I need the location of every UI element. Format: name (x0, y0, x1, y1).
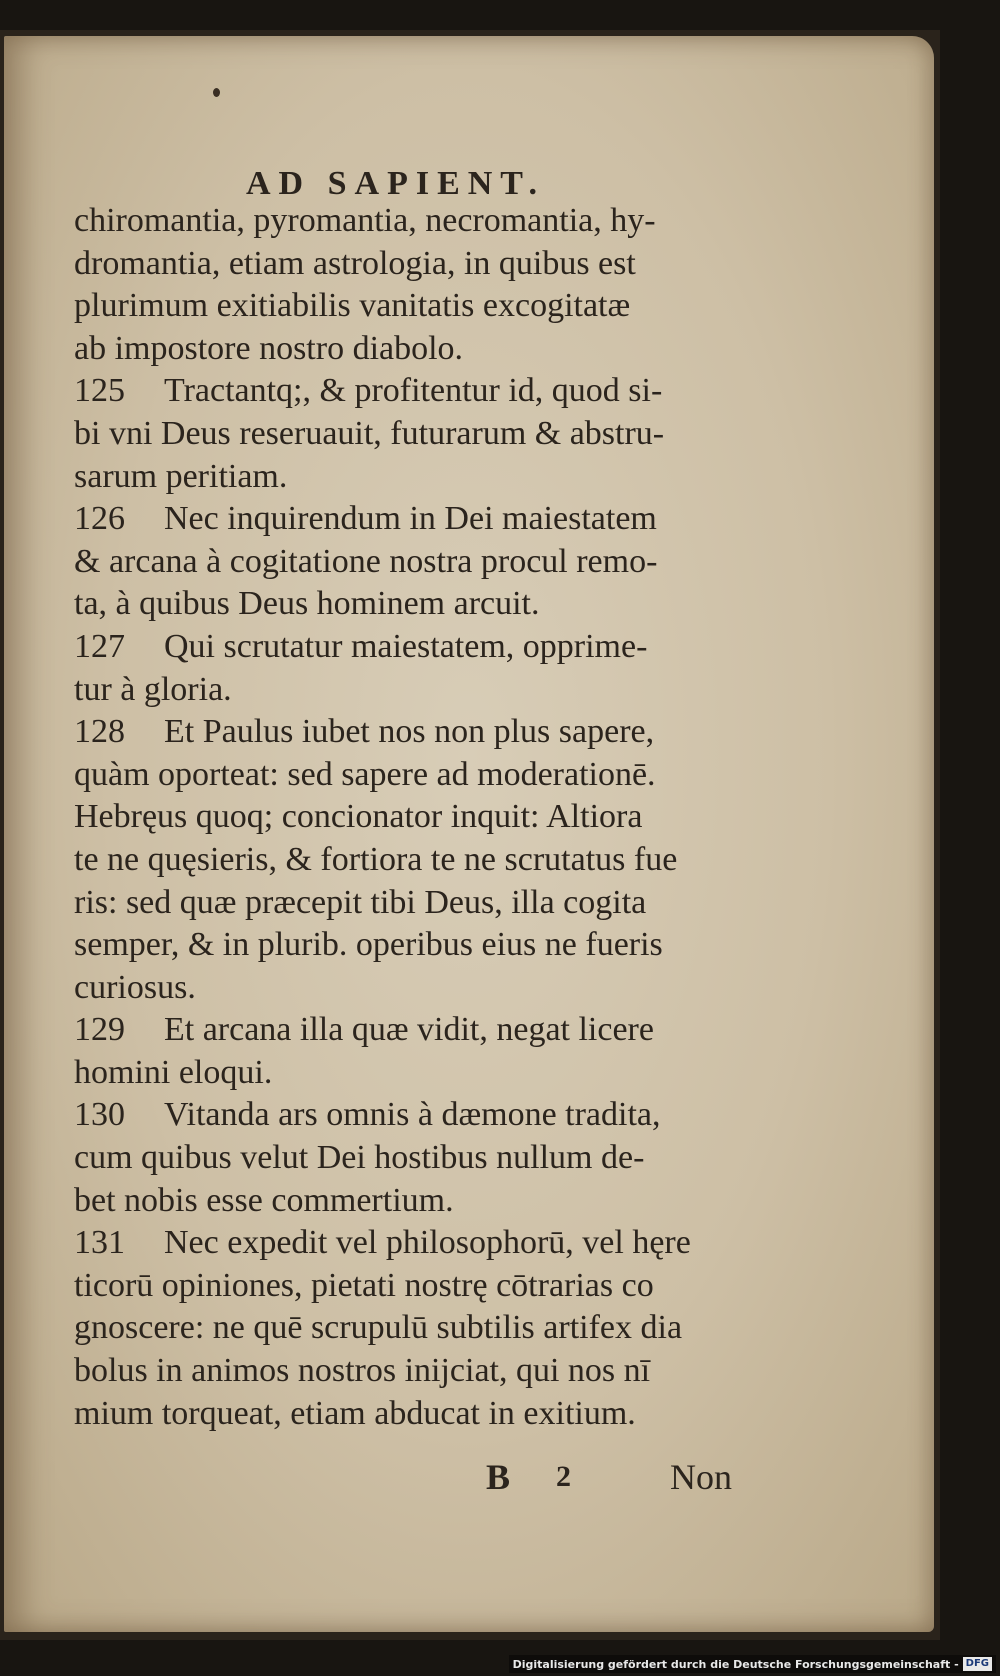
line-text: ticorū opiniones, pietati nostrę cōtrarias co (74, 1266, 654, 1304)
line-text: Vitanda ars omnis à dæmone tradita, (164, 1096, 661, 1134)
text-line (74, 285, 764, 328)
text-line (74, 328, 764, 371)
line-text: mium torqueat, etiam abducat in exitium. (74, 1394, 636, 1432)
paragraph-number: 128 (74, 713, 125, 751)
line-text: ris: sed quæ præcepit tibi Deus, illa cogita (74, 883, 647, 921)
text-line (74, 754, 764, 797)
line-text: cum quibus velut Dei hostibus nullum de- (74, 1139, 645, 1177)
text-line (74, 626, 764, 669)
body-text (74, 200, 764, 1435)
line-text: sarum peritiam. (74, 457, 288, 495)
text-line (74, 1180, 764, 1223)
line-text: chiromantia, pyromantia, necromantia, hy- (74, 202, 656, 239)
catchword: Non (670, 1457, 732, 1497)
line-text: & arcana à cogitatione nostra procul remo- (74, 542, 658, 580)
text-line (74, 1009, 764, 1052)
text-line (74, 456, 764, 499)
text-line (74, 1307, 764, 1350)
text-line (74, 413, 764, 456)
text-line (74, 924, 764, 967)
text-line (74, 583, 764, 626)
ink-spot (213, 88, 220, 97)
signature-mark: B (486, 1457, 511, 1497)
line-text: Et Paulus iubet nos non plus sapere, (164, 713, 655, 751)
text-line (74, 243, 764, 286)
line-text: quàm oporteat: sed sapere ad moderationē. (74, 755, 656, 793)
text-line (74, 541, 764, 584)
text-line (74, 711, 764, 754)
line-text: te ne quęsieris, & fortiora te ne scrutatus fue (74, 840, 678, 878)
line-text: tur à gloria. (74, 670, 232, 708)
paragraph-number: 125 (74, 372, 125, 410)
line-text: Nec expedit vel philosophorū, vel hęre (164, 1224, 691, 1262)
text-line (74, 796, 764, 839)
paragraph-number: 131 (74, 1224, 125, 1262)
text-line (74, 882, 764, 925)
line-text: Qui scrutatur maiestatem, opprime- (164, 627, 648, 665)
line-text: Tractantq;, & profitentur id, quod si- (164, 372, 663, 410)
line-text: curiosus. (74, 968, 196, 1006)
text-line (74, 1265, 764, 1308)
line-text: Hebręus quoq; concionator inquit: Altiora (74, 798, 643, 836)
paragraph-number: 127 (74, 627, 125, 665)
line-text: dromantia, etiam astrologia, in quibus est (74, 244, 636, 282)
text-line (74, 1350, 764, 1393)
line-text: gnoscere: ne quē scrupulū subtilis artifex dia (74, 1309, 683, 1347)
text-line (74, 200, 764, 243)
running-head: AD SAPIENT. (246, 165, 545, 202)
footer-text: Digitalisierung gefördert durch die Deutsche Forschungsgemeinschaft - (512, 1657, 959, 1671)
signature-number: 2 (556, 1460, 571, 1493)
line-text: ta, à quibus Deus hominem arcuit. (74, 585, 540, 623)
line-text: bet nobis esse commertium. (74, 1181, 454, 1219)
line-text: bolus in animos nostros inijciat, qui nos nī (74, 1352, 651, 1390)
text-line (74, 1137, 764, 1180)
line-text: semper, & in plurib. operibus eius ne fueris (74, 926, 663, 964)
dfg-logo: DFG (963, 1657, 992, 1671)
text-line (74, 839, 764, 882)
digitization-footer (509, 1655, 996, 1673)
text-line (74, 370, 764, 413)
line-text: homini eloqui. (74, 1053, 273, 1091)
line-text: ab impostore nostro diabolo. (74, 329, 464, 367)
text-line (74, 1052, 764, 1095)
text-line (74, 1222, 764, 1265)
line-text: plurimum exitiabilis vanitatis excogitatæ (74, 287, 631, 325)
paragraph-number: 126 (74, 500, 125, 538)
text-line (74, 498, 764, 541)
text-line (74, 669, 764, 712)
text-line (74, 1393, 764, 1436)
text-line (74, 1094, 764, 1137)
paragraph-number: 130 (74, 1096, 125, 1134)
line-text: Nec inquirendum in Dei maiestatem (164, 500, 657, 538)
text-line (74, 967, 764, 1010)
line-text: Et arcana illa quæ vidit, negat licere (164, 1011, 654, 1049)
paragraph-number: 129 (74, 1011, 125, 1049)
line-text: bi vni Deus reseruauit, futurarum & abstru- (74, 414, 665, 452)
